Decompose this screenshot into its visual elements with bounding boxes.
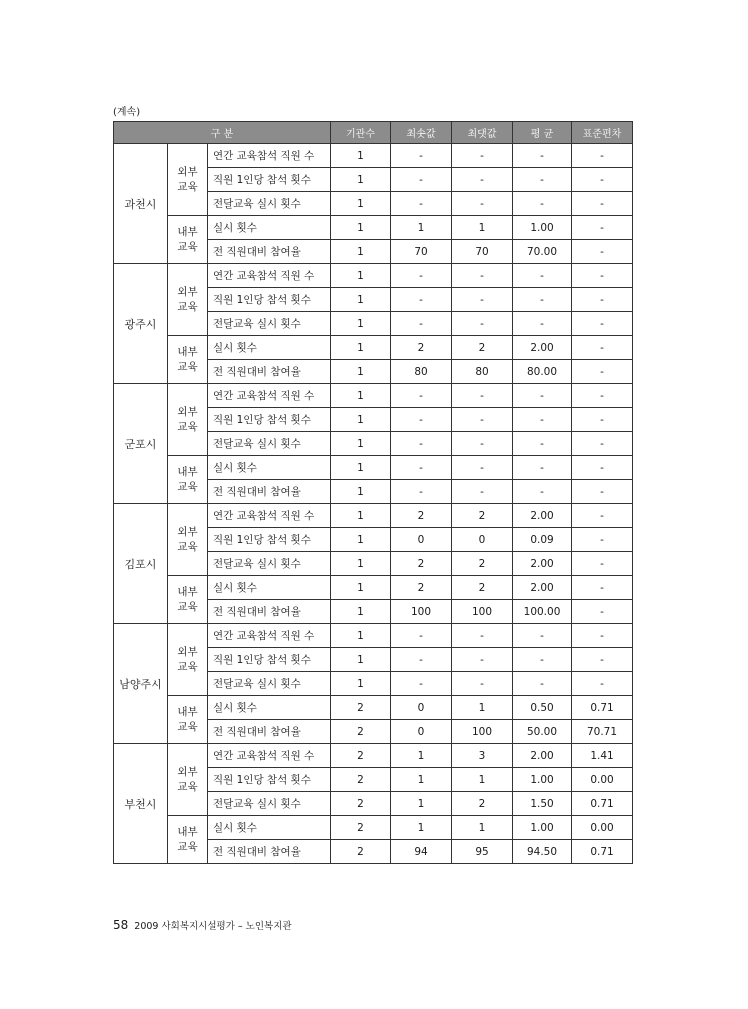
count-cell: 1 [331,216,391,240]
max-cell: - [452,144,513,168]
max-cell: - [452,312,513,336]
statistics-table [113,121,633,864]
item-cell: 직원 1인당 참석 횟수 [208,168,331,192]
min-cell: 0 [391,528,452,552]
sd-cell: - [572,384,633,408]
min-cell: 80 [391,360,452,384]
continued-label: (계속) [113,107,141,118]
count-cell: 1 [331,384,391,408]
page-footer [113,918,292,932]
item-cell: 전달교육 실시 횟수 [208,312,331,336]
mean-cell: 1.00 [513,216,572,240]
count-cell: 1 [331,600,391,624]
min-cell: - [391,432,452,456]
subgroup-cell: 외부 교육 [168,384,208,456]
count-cell: 2 [331,792,391,816]
max-cell: 100 [452,600,513,624]
min-cell: 1 [391,744,452,768]
mean-cell: 1.00 [513,816,572,840]
sd-cell: 70.71 [572,720,633,744]
page-number: 58 [113,918,129,932]
sd-cell: 0.71 [572,840,633,864]
min-cell: - [391,312,452,336]
table-row [114,576,633,600]
item-cell: 실시 횟수 [208,456,331,480]
table-row [114,816,633,840]
table-row [114,744,633,768]
min-cell: - [391,384,452,408]
min-cell: 70 [391,240,452,264]
sd-cell: - [572,312,633,336]
subgroup-cell: 외부 교육 [168,144,208,216]
item-cell: 실시 횟수 [208,336,331,360]
item-cell: 직원 1인당 참석 횟수 [208,528,331,552]
sd-cell: - [572,192,633,216]
header-sd: 표준편차 [572,122,633,144]
mean-cell: - [513,408,572,432]
count-cell: 1 [331,624,391,648]
count-cell: 1 [331,144,391,168]
max-cell: 95 [452,840,513,864]
min-cell: 1 [391,816,452,840]
sd-cell: - [572,288,633,312]
max-cell: 1 [452,768,513,792]
min-cell: - [391,408,452,432]
min-cell: 1 [391,216,452,240]
count-cell: 2 [331,696,391,720]
max-cell: 2 [452,504,513,528]
table-row [114,456,633,480]
sd-cell: - [572,504,633,528]
min-cell: 2 [391,504,452,528]
min-cell: - [391,624,452,648]
item-cell: 연간 교육참석 직원 수 [208,144,331,168]
table-row [114,336,633,360]
max-cell: - [452,288,513,312]
mean-cell: - [513,648,572,672]
max-cell: - [452,408,513,432]
max-cell: - [452,648,513,672]
sd-cell: 0.00 [572,816,633,840]
max-cell: 3 [452,744,513,768]
mean-cell: - [513,312,572,336]
mean-cell: 2.00 [513,744,572,768]
sd-cell: - [572,648,633,672]
sd-cell: - [572,456,633,480]
count-cell: 1 [331,360,391,384]
sd-cell: - [572,528,633,552]
count-cell: 1 [331,528,391,552]
mean-cell: 70.00 [513,240,572,264]
sd-cell: - [572,552,633,576]
item-cell: 실시 횟수 [208,216,331,240]
item-cell: 실시 횟수 [208,696,331,720]
item-cell: 실시 횟수 [208,816,331,840]
max-cell: 0 [452,528,513,552]
count-cell: 2 [331,816,391,840]
item-cell: 전 직원대비 참여율 [208,240,331,264]
mean-cell: - [513,288,572,312]
count-cell: 1 [331,504,391,528]
subgroup-cell: 내부 교육 [168,216,208,264]
min-cell: - [391,672,452,696]
sd-cell: 0.71 [572,792,633,816]
min-cell: 0 [391,720,452,744]
min-cell: - [391,480,452,504]
item-cell: 전달교육 실시 횟수 [208,432,331,456]
count-cell: 1 [331,240,391,264]
mean-cell: - [513,384,572,408]
table-row [114,624,633,648]
sd-cell: - [572,576,633,600]
count-cell: 1 [331,408,391,432]
header-count: 기관수 [331,122,391,144]
count-cell: 1 [331,456,391,480]
max-cell: 1 [452,696,513,720]
mean-cell: - [513,168,572,192]
mean-cell: - [513,624,572,648]
sd-cell: - [572,600,633,624]
table-row [114,216,633,240]
region-cell: 군포시 [114,384,168,504]
count-cell: 1 [331,552,391,576]
item-cell: 전달교육 실시 횟수 [208,672,331,696]
item-cell: 직원 1인당 참석 횟수 [208,768,331,792]
sd-cell: 0.71 [572,696,633,720]
min-cell: - [391,264,452,288]
region-cell: 광주시 [114,264,168,384]
mean-cell: 2.00 [513,576,572,600]
header-min: 최솟값 [391,122,452,144]
subgroup-cell: 내부 교육 [168,816,208,864]
subgroup-cell: 내부 교육 [168,456,208,504]
max-cell: - [452,384,513,408]
mean-cell: 2.00 [513,552,572,576]
count-cell: 1 [331,192,391,216]
sd-cell: - [572,168,633,192]
max-cell: 2 [452,336,513,360]
sd-cell: - [572,480,633,504]
max-cell: - [452,264,513,288]
header-mean: 평 균 [513,122,572,144]
min-cell: - [391,648,452,672]
item-cell: 연간 교육참석 직원 수 [208,384,331,408]
item-cell: 연간 교육참석 직원 수 [208,264,331,288]
header-category: 구 분 [114,122,331,144]
sd-cell: 0.00 [572,768,633,792]
mean-cell: 50.00 [513,720,572,744]
item-cell: 직원 1인당 참석 횟수 [208,408,331,432]
item-cell: 연간 교육참석 직원 수 [208,504,331,528]
item-cell: 직원 1인당 참석 횟수 [208,648,331,672]
region-cell: 남양주시 [114,624,168,744]
header-max: 최댓값 [452,122,513,144]
mean-cell: 2.00 [513,336,572,360]
mean-cell: 2.00 [513,504,572,528]
sd-cell: - [572,144,633,168]
min-cell: 94 [391,840,452,864]
item-cell: 실시 횟수 [208,576,331,600]
mean-cell: - [513,144,572,168]
item-cell: 전 직원대비 참여율 [208,840,331,864]
table-row [114,504,633,528]
count-cell: 1 [331,648,391,672]
min-cell: 2 [391,552,452,576]
max-cell: - [452,624,513,648]
mean-cell: 100.00 [513,600,572,624]
table-row [114,144,633,168]
max-cell: - [452,456,513,480]
max-cell: 1 [452,216,513,240]
item-cell: 연간 교육참석 직원 수 [208,624,331,648]
mean-cell: - [513,432,572,456]
item-cell: 전 직원대비 참여율 [208,600,331,624]
min-cell: - [391,168,452,192]
sd-cell: - [572,624,633,648]
max-cell: - [452,192,513,216]
mean-cell: - [513,264,572,288]
mean-cell: 1.50 [513,792,572,816]
max-cell: - [452,432,513,456]
min-cell: - [391,288,452,312]
item-cell: 전달교육 실시 횟수 [208,552,331,576]
mean-cell: 0.50 [513,696,572,720]
subgroup-cell: 외부 교육 [168,504,208,576]
table-row [114,264,633,288]
table-row [114,384,633,408]
sd-cell: - [572,408,633,432]
item-cell: 연간 교육참석 직원 수 [208,744,331,768]
mean-cell: 1.00 [513,768,572,792]
mean-cell: 0.09 [513,528,572,552]
count-cell: 2 [331,840,391,864]
sd-cell: - [572,432,633,456]
min-cell: 1 [391,768,452,792]
min-cell: 0 [391,696,452,720]
min-cell: - [391,192,452,216]
subgroup-cell: 외부 교육 [168,624,208,696]
mean-cell: 80.00 [513,360,572,384]
item-cell: 전 직원대비 참여율 [208,480,331,504]
max-cell: 1 [452,816,513,840]
count-cell: 1 [331,576,391,600]
count-cell: 1 [331,480,391,504]
count-cell: 1 [331,288,391,312]
count-cell: 2 [331,744,391,768]
count-cell: 1 [331,312,391,336]
count-cell: 2 [331,768,391,792]
mean-cell: - [513,672,572,696]
sd-cell: - [572,240,633,264]
item-cell: 직원 1인당 참석 횟수 [208,288,331,312]
max-cell: 2 [452,552,513,576]
mean-cell: 94.50 [513,840,572,864]
max-cell: 100 [452,720,513,744]
count-cell: 1 [331,336,391,360]
min-cell: 100 [391,600,452,624]
region-cell: 부천시 [114,744,168,864]
count-cell: 1 [331,264,391,288]
item-cell: 전 직원대비 참여율 [208,360,331,384]
mean-cell: - [513,480,572,504]
sd-cell: 1.41 [572,744,633,768]
count-cell: 1 [331,168,391,192]
max-cell: 80 [452,360,513,384]
max-cell: - [452,480,513,504]
footer-title: 2009 사회복지시설평가 – 노인복지관 [134,921,292,932]
subgroup-cell: 외부 교육 [168,744,208,816]
min-cell: - [391,144,452,168]
sd-cell: - [572,216,633,240]
item-cell: 전달교육 실시 횟수 [208,192,331,216]
item-cell: 전 직원대비 참여율 [208,720,331,744]
table-header-row [114,122,633,144]
count-cell: 1 [331,432,391,456]
subgroup-cell: 내부 교육 [168,336,208,384]
mean-cell: - [513,456,572,480]
sd-cell: - [572,360,633,384]
max-cell: - [452,168,513,192]
min-cell: - [391,456,452,480]
subgroup-cell: 내부 교육 [168,576,208,624]
subgroup-cell: 내부 교육 [168,696,208,744]
region-cell: 김포시 [114,504,168,624]
max-cell: - [452,672,513,696]
min-cell: 2 [391,336,452,360]
min-cell: 2 [391,576,452,600]
mean-cell: - [513,192,572,216]
max-cell: 70 [452,240,513,264]
subgroup-cell: 외부 교육 [168,264,208,336]
sd-cell: - [572,264,633,288]
sd-cell: - [572,672,633,696]
table-row [114,696,633,720]
sd-cell: - [572,336,633,360]
max-cell: 2 [452,792,513,816]
max-cell: 2 [452,576,513,600]
min-cell: 1 [391,792,452,816]
count-cell: 2 [331,720,391,744]
item-cell: 전달교육 실시 횟수 [208,792,331,816]
region-cell: 과천시 [114,144,168,264]
count-cell: 1 [331,672,391,696]
